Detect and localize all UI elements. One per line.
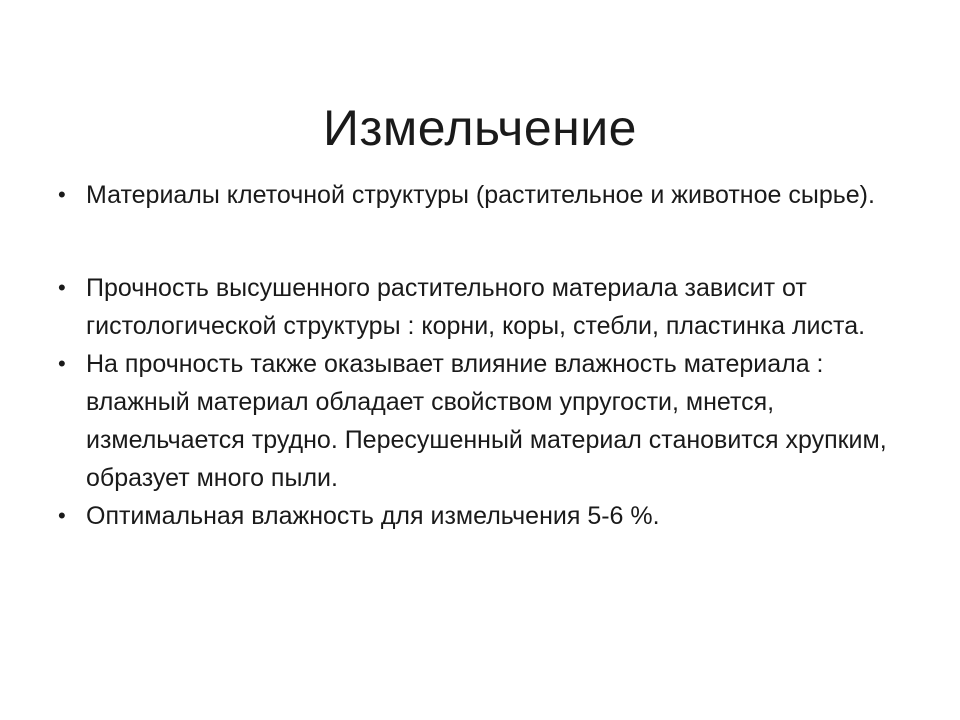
bullet-text: Прочность высушенного растительного материала зависит от гистологической структуры : корни, коры, стебли, пластинка листа. bbox=[86, 274, 866, 340]
bullet-marker: • bbox=[58, 182, 66, 207]
bullet-item bbox=[58, 497, 918, 535]
bullet-marker: • bbox=[58, 351, 66, 376]
slide-title: Измельчение bbox=[323, 99, 637, 156]
bullet-text: Оптимальная влажность для измельчения 5-6 %. bbox=[86, 502, 660, 530]
bullet-marker: • bbox=[58, 503, 66, 528]
bullet-text: На прочность также оказывает влияние влажность материала : влажный материал обладает свойством упругости, мнется, измельчается трудно. Пересушенный материал становится хрупким, образует много пыли. bbox=[86, 350, 887, 492]
bullet-list bbox=[58, 176, 918, 535]
bullet-text: Материалы клеточной структуры (растительное и животное сырье). bbox=[86, 181, 875, 209]
bullet-item bbox=[58, 176, 918, 214]
bullet-item bbox=[58, 269, 918, 345]
bullet-item bbox=[58, 345, 918, 497]
bullet-marker: • bbox=[58, 275, 66, 300]
